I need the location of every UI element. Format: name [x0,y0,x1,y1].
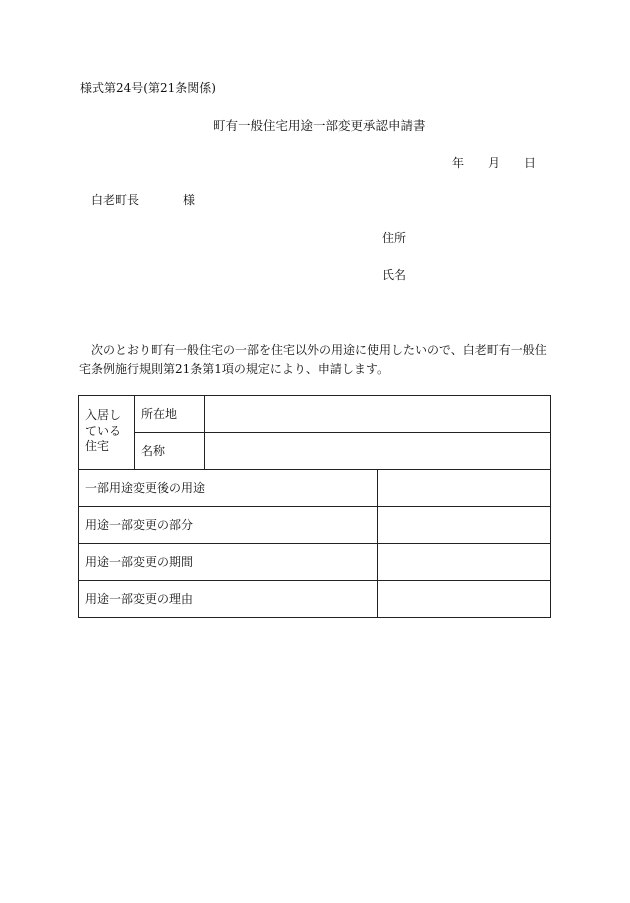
table-row [79,433,551,470]
application-table [78,395,551,618]
table-row [79,507,551,544]
table-row [79,544,551,581]
change-reason-label: 用途一部変更の理由 [79,581,378,618]
form-number: 様式第24号(第21条関係) [80,81,216,95]
table-row [79,396,551,433]
date-day-label: 日 [524,156,537,170]
resident-house-label: 入居し ている 住宅 [79,396,135,470]
changed-part-field[interactable] [378,507,551,544]
date-year-label: 年 [452,156,465,170]
change-reason-field[interactable] [378,581,551,618]
use-after-change-label: 一部用途変更後の用途 [79,470,378,507]
change-period-label: 用途一部変更の期間 [79,544,378,581]
document-title: 町有一般住宅用途一部変更承認申請書 [213,118,426,133]
use-after-change-field[interactable] [378,470,551,507]
addressee: 白老町長 [91,193,140,207]
request-statement: 次のとおり町有一般住宅の一部を住宅以外の用途に使用したいので、白老町有一般住宅条例施行規則第21条第1項の規定により、申請します。 [79,343,547,376]
applicant-name-label: 氏名 [382,268,407,282]
date-month-label: 月 [488,156,501,170]
location-label: 所在地 [135,396,205,433]
table-row [79,470,551,507]
change-period-field[interactable] [378,544,551,581]
changed-part-label: 用途一部変更の部分 [79,507,378,544]
house-name-field[interactable] [205,433,551,470]
honorific: 様 [183,193,196,207]
applicant-address-label: 住所 [382,231,407,245]
table-row [79,581,551,618]
location-field[interactable] [205,396,551,433]
house-name-label: 名称 [135,433,205,470]
